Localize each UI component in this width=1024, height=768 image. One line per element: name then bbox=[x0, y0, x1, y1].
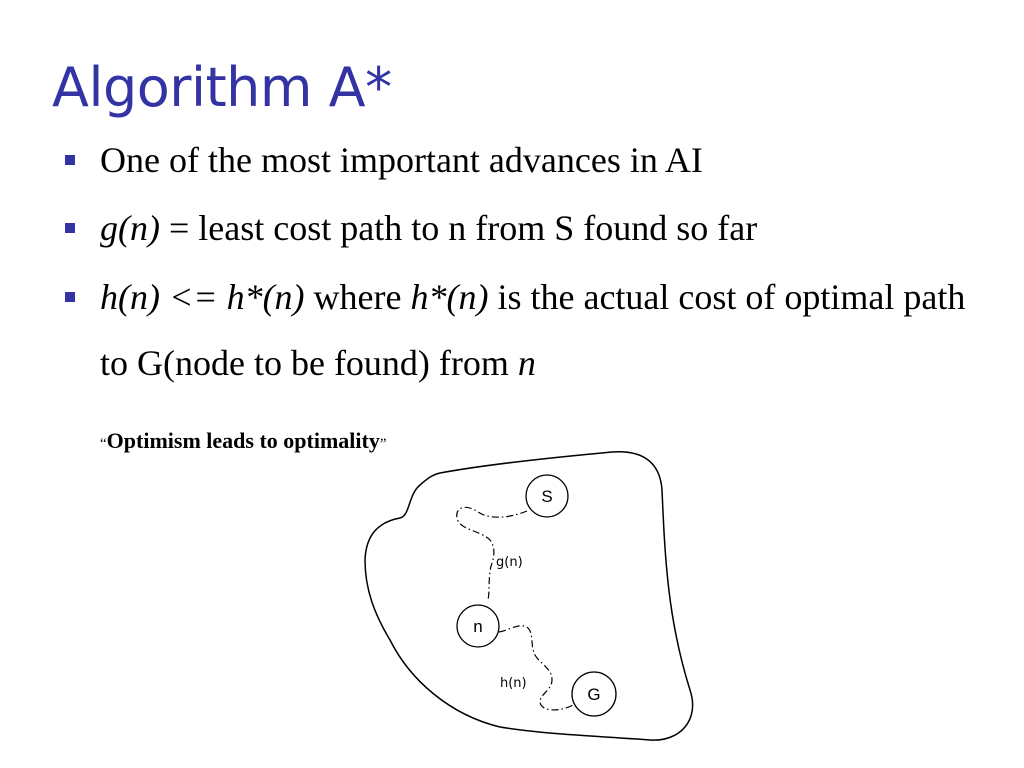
bullet-text-italic: h*(n) bbox=[410, 277, 489, 317]
cost-so-far-label: g(n) bbox=[496, 555, 523, 570]
heuristic-path bbox=[499, 626, 573, 710]
cost-so-far-path bbox=[457, 507, 527, 600]
bullet-text: = least cost path to n from S found so far bbox=[159, 208, 758, 248]
open-quote-mark: “ bbox=[100, 436, 107, 452]
close-quote-mark: ” bbox=[379, 436, 387, 452]
bullet-text-italic: h(n) <= h*(n) bbox=[100, 277, 305, 317]
quote-text: Optimism leads to optimality bbox=[106, 428, 380, 453]
start-node-label: S bbox=[541, 487, 553, 506]
slide-title: Algorithm A* bbox=[52, 56, 392, 119]
heuristic-label: h(n) bbox=[500, 676, 527, 691]
bullet-text-italic: g(n) bbox=[100, 208, 160, 248]
bullet-text-italic: n bbox=[517, 343, 536, 383]
current-node-label: n bbox=[473, 617, 483, 636]
goal-node-label: G bbox=[587, 685, 601, 704]
bullet-text: is the actual cost of optimal path to G(node to be found) from bbox=[100, 277, 966, 383]
bullet-text: where bbox=[304, 277, 411, 317]
bullet-text: One of the most important advances in AI bbox=[100, 140, 703, 180]
